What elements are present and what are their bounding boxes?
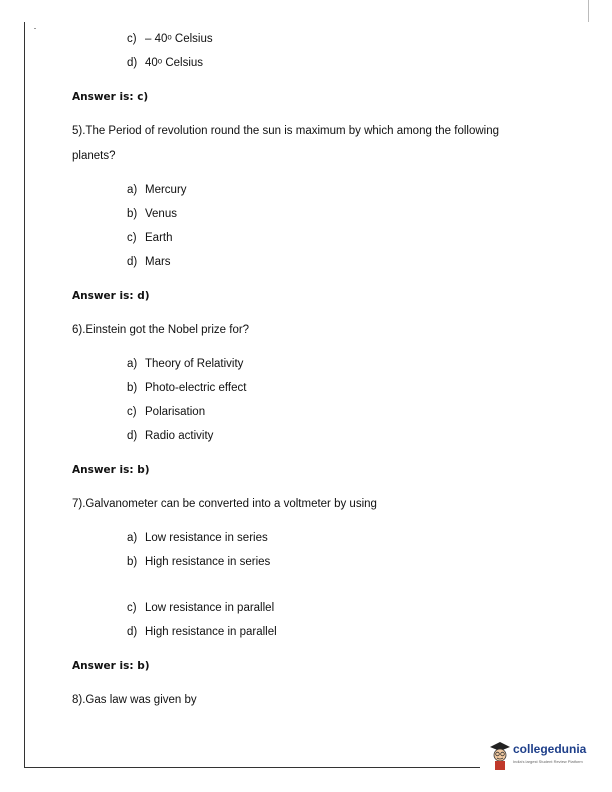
q5-answer: Answer is: d) [72,290,150,302]
page-border-left [24,22,25,768]
option-text: 40ᵒ Celsius [145,57,204,69]
q8-question: 8).Gas law was given by [72,694,197,706]
option-label: b) [127,208,138,220]
q6-answer: Answer is: b) [72,464,150,476]
page-border-top [588,0,589,22]
q5-option-d [127,255,171,269]
option-text: Low resistance in series [145,532,268,544]
option-text: Mars [145,256,171,268]
q7-option-a [127,531,268,545]
option-text: High resistance in parallel [145,626,277,638]
option-text: Earth [145,232,173,244]
option-text: – 40ᵒ Celsius [145,33,213,45]
option-label: c) [127,406,137,418]
q6-option-c [127,405,205,419]
option-label: b) [127,382,138,394]
option-text: High resistance in series [145,556,271,568]
option-text: Theory of Relativity [145,358,244,370]
option-label: b) [127,556,138,568]
option-label: c) [127,33,137,45]
option-text: Mercury [145,184,187,196]
option-text: Radio activity [145,430,214,442]
brand-name: collegedunia [513,742,587,756]
q6-question: 6).Einstein got the Nobel prize for? [72,324,250,336]
q5-question-line1: 5).The Period of revolution round the sun is maximum by which among the following [72,125,499,137]
option-text: Low resistance in parallel [145,602,275,614]
page-mark [34,28,36,29]
q7-question: 7).Galvanometer can be converted into a voltmeter by using [72,498,377,510]
page-border-bottom [24,767,480,768]
q6-option-a [127,357,243,371]
option-label: a) [127,358,138,370]
option-label: d) [127,430,138,442]
option-label: a) [127,184,138,196]
q5-question-line2: planets? [72,150,116,162]
q5-option-c [127,231,173,245]
option-label: c) [127,602,137,614]
mascot-icon [489,740,511,772]
q5-option-b [127,207,177,221]
q4-option-d [127,56,203,70]
option-text: Venus [145,208,177,220]
option-label: d) [127,256,138,268]
q4-option-c [127,32,213,46]
q7-option-b [127,555,270,569]
option-label: d) [127,626,138,638]
option-text: Polarisation [145,406,206,418]
q7-option-c [127,601,274,615]
option-text: Photo-electric effect [145,382,247,394]
q7-option-d [127,625,277,639]
q5-option-a [127,183,187,197]
option-label: d) [127,57,138,69]
brand-tagline: India's largest Student Review Platform [513,759,583,764]
collegedunia-logo [489,738,589,774]
q6-option-b [127,381,246,395]
q4-answer: Answer is: c) [72,91,149,103]
q7-answer: Answer is: b) [72,660,150,672]
option-label: a) [127,532,138,544]
option-label: c) [127,232,137,244]
q6-option-d [127,429,213,443]
